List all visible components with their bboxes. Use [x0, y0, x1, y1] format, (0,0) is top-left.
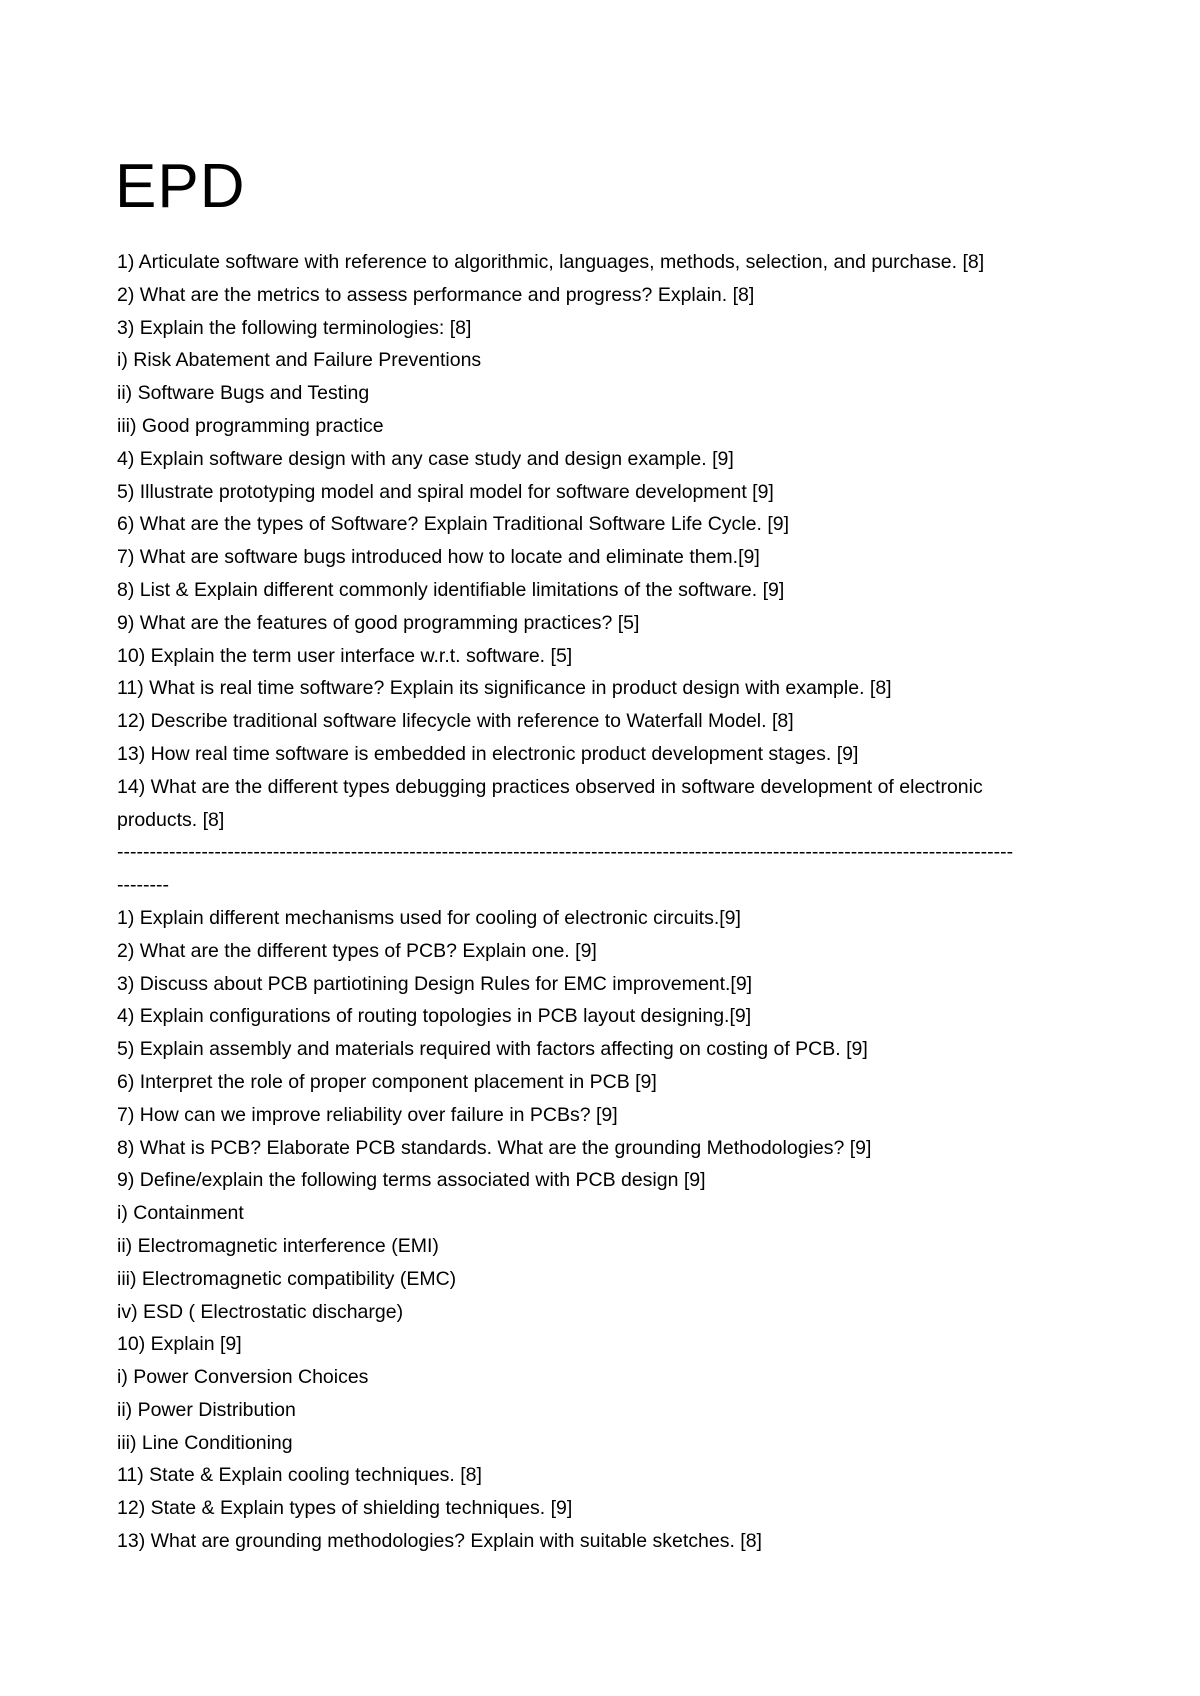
question-line: 11) What is real time software? Explain its significance in product design with example. [8] — [117, 677, 892, 700]
question-line: 10) Explain [9] — [117, 1333, 242, 1356]
question-line: 7) What are software bugs introduced how to locate and eliminate them.[9] — [117, 546, 760, 569]
divider-line: ------------------------------------------------------------------------------------------------------------------------------------------ — [117, 841, 1014, 864]
sub-item-line: ii) Software Bugs and Testing — [117, 382, 370, 405]
question-line: 12) Describe traditional software lifecycle with reference to Waterfall Model. [8] — [117, 710, 794, 733]
question-line: 2) What are the different types of PCB? Explain one. [9] — [117, 939, 597, 962]
question-line: 7) How can we improve reliability over failure in PCBs? [9] — [117, 1103, 618, 1126]
document-body — [117, 246, 1097, 1558]
sub-item-line: iii) Good programming practice — [117, 414, 384, 437]
question-line: 13) How real time software is embedded in electronic product development stages. [9] — [117, 742, 859, 765]
question-line: 4) Explain software design with any case study and design example. [9] — [117, 447, 734, 470]
document-title: EPD — [115, 152, 246, 221]
question-line: 3) Discuss about PCB partiotining Design Rules for EMC improvement.[9] — [117, 972, 753, 995]
sub-item-line: i) Containment — [117, 1202, 244, 1225]
question-line: 11) State & Explain cooling techniques. [8] — [117, 1464, 482, 1487]
sub-item-line: iii) Electromagnetic compatibility (EMC) — [117, 1267, 457, 1290]
section-divider — [117, 836, 1097, 902]
sub-item-line: ii) Electromagnetic interference (EMI) — [117, 1234, 439, 1257]
sub-item-line: ii) Power Distribution — [117, 1398, 296, 1421]
question-line: 6) Interpret the role of proper component placement in PCB [9] — [117, 1070, 657, 1093]
question-line: 10) Explain the term user interface w.r.t. software. [5] — [117, 644, 573, 667]
question-line: 4) Explain configurations of routing topologies in PCB layout designing.[9] — [117, 1005, 752, 1028]
sub-item-line: i) Risk Abatement and Failure Preventions — [117, 349, 482, 372]
section-pcb-questions — [117, 902, 1097, 1558]
question-line: 1) Articulate software with reference to algorithmic, languages, methods, selection, and purchase. [8] — [117, 251, 985, 273]
sub-item-line: iv) ESD ( Electrostatic discharge) — [117, 1300, 404, 1323]
question-line: 8) List & Explain different commonly identifiable limitations of the software. [9] — [117, 578, 785, 601]
question-line: 1) Explain different mechanisms used for cooling of electronic circuits.[9] — [117, 906, 741, 929]
question-line: 6) What are the types of Software? Explain Traditional Software Life Cycle. [9] — [117, 513, 789, 536]
question-line: 3) Explain the following terminologies: [8] — [117, 316, 472, 339]
question-line: 5) Explain assembly and materials required with factors affecting on costing of PCB. [9] — [117, 1038, 868, 1061]
question-line: 13) What are grounding methodologies? Explain with suitable sketches. [8] — [117, 1530, 762, 1553]
question-line: 9) Define/explain the following terms associated with PCB design [9] — [117, 1169, 706, 1192]
divider-line-continued: -------- — [117, 874, 169, 897]
question-line: 5) Illustrate prototyping model and spiral model for software development [9] — [117, 480, 774, 503]
question-line-continued: products. [8] — [117, 808, 225, 831]
question-line: 14) What are the different types debugging practices observed in software development of electronic — [117, 775, 983, 798]
question-line: 2) What are the metrics to assess performance and progress? Explain. [8] — [117, 283, 755, 306]
question-line: 12) State & Explain types of shielding techniques. [9] — [117, 1497, 573, 1520]
sub-item-line: i) Power Conversion Choices — [117, 1366, 369, 1389]
sub-item-line: iii) Line Conditioning — [117, 1431, 293, 1454]
question-line: 9) What are the features of good programming practices? [5] — [117, 611, 640, 634]
section-software-questions — [117, 246, 1097, 836]
question-line: 8) What is PCB? Elaborate PCB standards. What are the grounding Methodologies? [9] — [117, 1136, 872, 1159]
